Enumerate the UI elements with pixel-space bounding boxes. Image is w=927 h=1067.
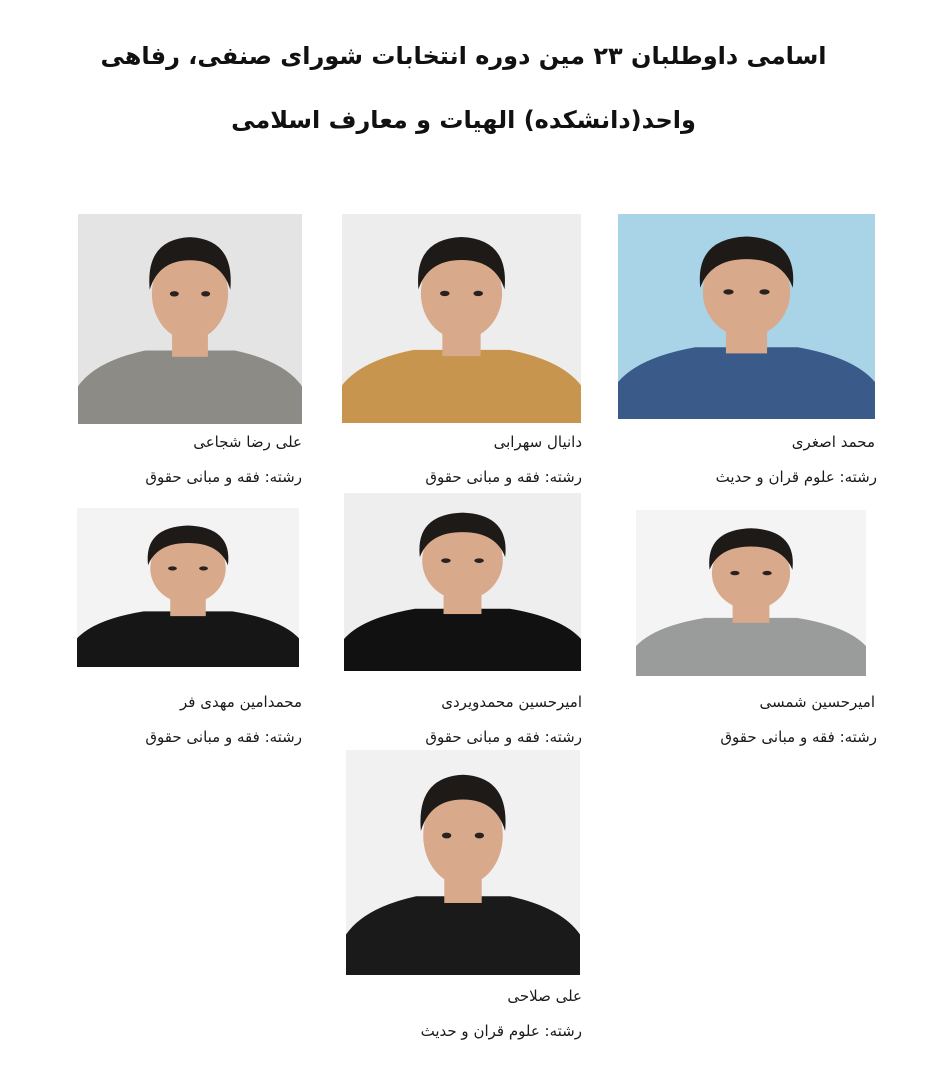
portrait-figure	[342, 214, 581, 423]
shirt-shape	[342, 350, 581, 423]
portrait-figure	[77, 508, 299, 667]
candidate-name-3: علی رضا شجاعی	[193, 433, 302, 451]
eye-right	[475, 833, 484, 839]
candidate-field-4: رشته: فقه و مبانی حقوق	[720, 728, 877, 746]
shirt-shape	[77, 611, 299, 667]
portrait-figure	[346, 750, 580, 975]
eye-right	[759, 289, 769, 294]
candidate-name-6: محمدامین مهدی فر	[180, 693, 302, 711]
candidate-name-4: امیرحسین شمسی	[759, 693, 875, 711]
eye-right	[201, 291, 210, 296]
candidate-photo-2	[342, 214, 581, 423]
page-title-line-1: اسامی داوطلبان ۲۳ مین دوره انتخابات شورای صنفی، رفاهی	[100, 42, 827, 70]
candidate-photo-5	[344, 493, 581, 671]
candidate-name-2: دانیال سهرابی	[493, 433, 582, 451]
eye-left	[168, 566, 177, 570]
eye-right	[473, 291, 483, 296]
candidate-photo-4	[636, 510, 866, 676]
eye-right	[763, 571, 772, 575]
portrait-figure	[618, 214, 875, 419]
eye-left	[442, 833, 451, 839]
candidate-name-1: محمد اصغری	[791, 433, 875, 451]
candidate-field-7: رشته: علوم قران و حدیث	[420, 1022, 582, 1040]
candidate-photo-3	[78, 214, 302, 424]
shirt-shape	[344, 609, 581, 671]
eye-left	[723, 289, 733, 294]
candidate-photo-1	[618, 214, 875, 419]
shirt-shape	[618, 347, 875, 419]
candidate-field-6: رشته: فقه و مبانی حقوق	[145, 728, 302, 746]
eye-right	[199, 566, 208, 570]
candidate-field-2: رشته: فقه و مبانی حقوق	[425, 468, 582, 486]
shirt-shape	[78, 351, 302, 425]
eye-left	[440, 291, 450, 296]
eye-left	[730, 571, 739, 575]
eye-right	[474, 558, 483, 563]
portrait-figure	[636, 510, 866, 676]
portrait-figure	[344, 493, 581, 671]
portrait-figure	[78, 214, 302, 424]
shirt-shape	[346, 896, 580, 975]
eye-left	[170, 291, 179, 296]
candidate-field-1: رشته: علوم قران و حدیث	[715, 468, 877, 486]
eye-left	[441, 558, 450, 563]
candidate-name-7: علی صلاحی	[507, 987, 582, 1005]
candidate-name-5: امیرحسین محمدویردی	[441, 693, 582, 711]
candidate-photo-6	[77, 508, 299, 667]
page-title-line-2: واحد(دانشکده) الهیات و معارف اسلامی	[231, 106, 696, 134]
candidate-photo-7	[346, 750, 580, 975]
shirt-shape	[636, 618, 866, 676]
candidate-field-3: رشته: فقه و مبانی حقوق	[145, 468, 302, 486]
candidate-field-5: رشته: فقه و مبانی حقوق	[425, 728, 582, 746]
